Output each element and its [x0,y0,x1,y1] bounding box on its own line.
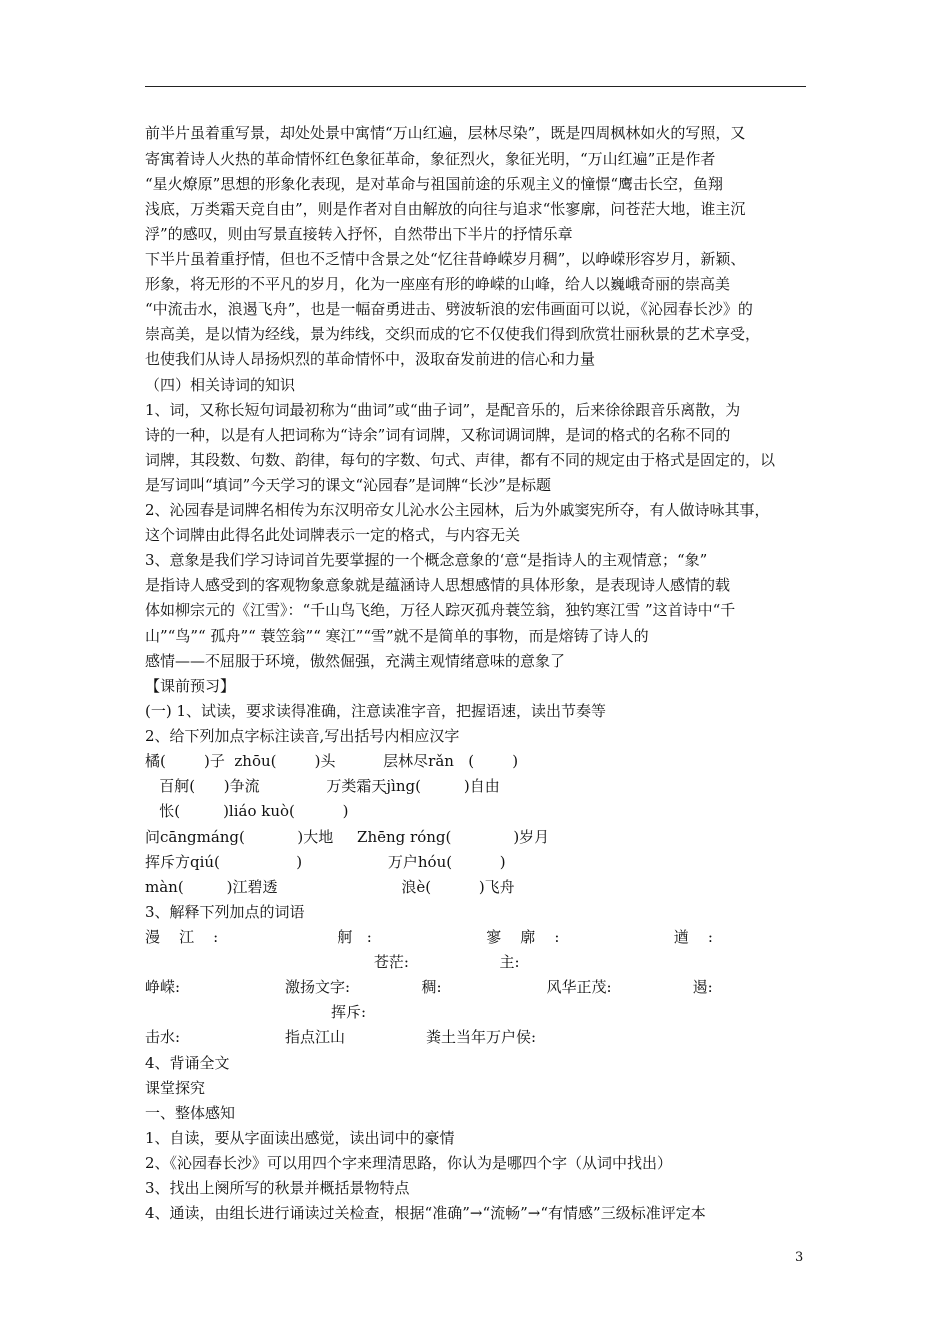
text-line: 击水: 指点江山 粪土当年万户侯: [145,1028,537,1046]
text-line: “星火燎原”思想的形象化表现，是对革命与祖国前途的乐观主义的憧憬“鹰击长空，鱼翔 [145,175,724,193]
text-line: 怅( )liáo kuò( ) [145,802,349,820]
text-line: màn( )江碧透 浪è( )飞舟 [145,878,515,896]
text-line: 【课前预习】 [145,677,236,695]
text-line: 诗的一种，以是有人把词称为“诗余”词有词牌，又称词调词牌，是词的格式的名称不同的 [145,426,731,444]
text-line: 前半片虽着重写景，却处处景中寓情“万山红遍，层林尽染”，既是四周枫林如火的写照，又 [145,124,746,142]
text-line: “中流击水，浪遏飞舟”，也是一幅奋勇进击、劈波斩浪的宏伟画面可以说，《沁园春长沙》的 [145,300,753,318]
text-line: 挥斥方qiú( ) 万户hóu( ) [145,853,506,871]
page-number: 3 [795,1250,804,1265]
text-line: 峥嵘: 激扬文字: 稠: 风华正茂: 遏: [145,978,713,996]
text-line: 课堂探究 [145,1079,206,1097]
text-line: 漫 江 : 舸 : 寥 廓 : 遒 : [145,928,713,946]
text-line: 1、自读，要从字面读出感觉，读出词中的豪情 [145,1129,455,1147]
text-line: 是写词叫“填词”今天学习的课文“沁园春”是词牌“长沙”是标题 [145,476,552,494]
text-line: 3、解释下列加点的词语 [145,903,305,921]
text-line: 百舸( )争流 万类霜天jìng( )自由 [145,777,500,795]
text-line: 苍茫: 主: [145,953,520,971]
text-line: 挥斥: [145,1003,367,1021]
text-line: 4、通读，由组长进行诵读过关检查，根据“准确”→“流畅”→“有情感”三级标准评定本 [145,1204,706,1222]
text-line: 4、背诵全文 [145,1054,230,1072]
text-line: 3、找出上阕所写的秋景并概括景物特点 [145,1179,410,1197]
text-line: 一、整体感知 [145,1104,236,1122]
text-line: 浅底，万类霜天竞自由”，则是作者对自由解放的向往与追求“怅寥廓，问苍茫大地，谁主沉 [145,200,746,218]
text-line: 形象，将无形的不平凡的岁月，化为一座座有形的峥嵘的山峰，给人以巍峨奇丽的崇高美 [145,275,731,293]
text-line: 下半片虽着重抒情，但也不乏情中含景之处“忆往昔峥嵘岁月稠”，以峥嵘形容岁月，新颖、 [145,250,746,268]
text-line: 感情——不屈服于环境，傲然倔强，充满主观情绪意味的意象了 [145,652,566,670]
text-line: 寄寓着诗人火热的革命情怀红色象征革命，象征烈火，象征光明，“万山红遍”正是作者 [145,150,716,168]
text-line: 问cāngmáng( )大地 Zhēng róng( )岁月 [145,828,550,846]
text-line: 词牌，其段数、句数、韵律，每句的字数、句式、声律，都有不同的规定由于格式是固定的，以 [145,451,776,469]
text-line: 2、沁园春是词牌名相传为东汉明帝女儿沁水公主园林，后为外戚窦宪所夺，有人做诗咏其事， [145,501,770,519]
text-line: 崇高美，是以情为经线，景为纬线，交织而成的它不仅使我们得到欣赏壮丽秋景的艺术享受， [145,325,761,343]
text-line: 是指诗人感受到的客观物象意象就是蕴涵诗人思想感情的具体形象，是表现诗人感情的载 [145,576,731,594]
header-rule [145,86,806,87]
text-line: （四）相关诗词的知识 [145,376,296,394]
text-line: (一) 1、试读，要求读得准确，注意读准字音，把握语速，读出节奏等 [145,702,607,720]
text-line: 体如柳宗元的《江雪》：“千山鸟飞绝，万径人踪灭孤舟蓑笠翁，独钓寒江雪 ”这首诗中“千 [145,601,736,619]
text-line: 浮”的感叹，则由写景直接转入抒怀，自然带出下半片的抒情乐章 [145,225,573,243]
text-line: 这个词牌由此得名此处词牌表示一定的格式，与内容无关 [145,526,521,544]
text-line: 2、给下列加点字标注读音,写出括号内相应汉字 [145,727,460,745]
text-line: 也使我们从诗人昂扬炽烈的革命情怀中，汲取奋发前进的信心和力量 [145,350,596,368]
text-line: 山”“鸟”“ 孤舟”“ 蓑笠翁”“ 寒江”“雪”就不是简单的事物，而是熔铸了诗人的 [145,627,649,645]
text-line: 2、《沁园春长沙》可以用四个字来理清思路，你认为是哪四个字（从词中找出） [145,1154,673,1172]
text-line: 1、词，又称长短句词最初称为“曲词”或“曲子词”，是配音乐的，后来徐徐跟音乐离散，为 [145,401,741,419]
text-line: 橘( )子 zhōu( )头 层林尽rǎn ( ) [145,752,519,770]
text-line: 3、意象是我们学习诗词首先要掌握的一个概念意象的‘意“是指诗人的主观情意；“象” [145,551,708,569]
